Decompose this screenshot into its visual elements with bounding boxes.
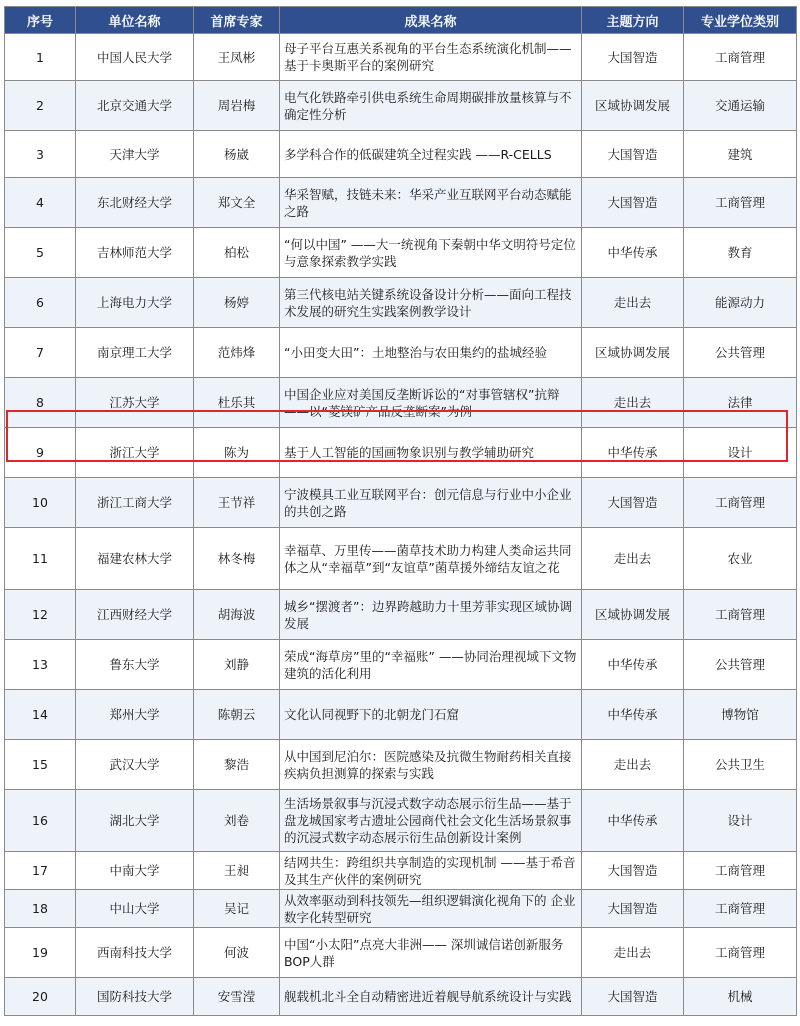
cell-theme: 区域协调发展 xyxy=(582,328,684,378)
cell-title: 母子平台互惠关系视角的平台生态系统演化机制——基于卡奥斯平台的案例研究 xyxy=(280,34,582,81)
cell-no: 14 xyxy=(5,690,76,740)
cell-title: 基于人工智能的国画物象识别与教学辅助研究 xyxy=(280,428,582,478)
cell-expert: 胡海波 xyxy=(194,590,280,640)
cell-expert: 安雪滢 xyxy=(194,978,280,1016)
cell-expert: 周岩梅 xyxy=(194,81,280,131)
cell-expert: 王凤彬 xyxy=(194,34,280,81)
header-category: 专业学位类别 xyxy=(684,7,797,34)
cell-theme: 大国智造 xyxy=(582,852,684,890)
cell-title: 城乡“摆渡者”：边界跨越助力十里芳菲实现区域协调发展 xyxy=(280,590,582,640)
cell-no: 7 xyxy=(5,328,76,378)
cell-theme: 大国智造 xyxy=(582,34,684,81)
cell-theme: 中华传承 xyxy=(582,690,684,740)
cell-no: 9 xyxy=(5,428,76,478)
header-expert: 首席专家 xyxy=(194,7,280,34)
cell-expert: 黎浩 xyxy=(194,740,280,790)
cell-no: 19 xyxy=(5,928,76,978)
cell-theme: 区域协调发展 xyxy=(582,81,684,131)
cell-no: 3 xyxy=(5,131,76,178)
cell-title: 中国“小太阳”点亮大非洲—— 深圳诚信诺创新服务BOP人群 xyxy=(280,928,582,978)
cell-theme: 中华传承 xyxy=(582,428,684,478)
cell-expert: 何波 xyxy=(194,928,280,978)
cell-category: 工商管理 xyxy=(684,34,797,81)
cell-title: 华采智赋，技链未来：华采产业互联网平台动态赋能之路 xyxy=(280,178,582,228)
cell-unit: 吉林师范大学 xyxy=(76,228,194,278)
cell-title: 中国企业应对美国反垄断诉讼的“对事管辖权”抗辩——以“菱镁矿产品反垄断案”为例 xyxy=(280,378,582,428)
cell-expert: 柏松 xyxy=(194,228,280,278)
cell-unit: 天津大学 xyxy=(76,131,194,178)
cell-title: 从效率驱动到科技领先—组织逻辑演化视角下的 企业数字化转型研究 xyxy=(280,890,582,928)
cell-category: 公共管理 xyxy=(684,640,797,690)
cell-category: 能源动力 xyxy=(684,278,797,328)
cell-category: 博物馆 xyxy=(684,690,797,740)
cell-unit: 上海电力大学 xyxy=(76,278,194,328)
cell-expert: 杜乐其 xyxy=(194,378,280,428)
cell-unit: 福建农林大学 xyxy=(76,528,194,590)
cell-unit: 鲁东大学 xyxy=(76,640,194,690)
cell-expert: 范炜烽 xyxy=(194,328,280,378)
cell-unit: 浙江工商大学 xyxy=(76,478,194,528)
cell-theme: 走出去 xyxy=(582,740,684,790)
cell-no: 11 xyxy=(5,528,76,590)
cell-no: 13 xyxy=(5,640,76,690)
cell-unit: 国防科技大学 xyxy=(76,978,194,1016)
cell-no: 10 xyxy=(5,478,76,528)
cell-unit: 郑州大学 xyxy=(76,690,194,740)
cell-unit: 中山大学 xyxy=(76,890,194,928)
table-row xyxy=(5,640,797,690)
table-row xyxy=(5,131,797,178)
cell-no: 15 xyxy=(5,740,76,790)
cell-title: 结网共生：跨组织共享制造的实现机制 ——基于希音及其生产伙伴的案例研究 xyxy=(280,852,582,890)
results-table xyxy=(4,6,797,1016)
table-row xyxy=(5,978,797,1016)
cell-no: 8 xyxy=(5,378,76,428)
cell-title: 多学科合作的低碳建筑全过程实践 ——R-CELLS xyxy=(280,131,582,178)
cell-expert: 刘卷 xyxy=(194,790,280,852)
cell-theme: 大国智造 xyxy=(582,978,684,1016)
cell-no: 2 xyxy=(5,81,76,131)
cell-unit: 北京交通大学 xyxy=(76,81,194,131)
cell-no: 6 xyxy=(5,278,76,328)
cell-expert: 刘静 xyxy=(194,640,280,690)
table-row xyxy=(5,528,797,590)
cell-no: 17 xyxy=(5,852,76,890)
cell-expert: 陈为 xyxy=(194,428,280,478)
cell-title: “小田变大田”：土地整治与农田集约的盐城经验 xyxy=(280,328,582,378)
table-row xyxy=(5,378,797,428)
cell-category: 工商管理 xyxy=(684,178,797,228)
cell-theme: 大国智造 xyxy=(582,478,684,528)
cell-no: 12 xyxy=(5,590,76,640)
cell-category: 工商管理 xyxy=(684,890,797,928)
cell-theme: 区域协调发展 xyxy=(582,590,684,640)
cell-category: 农业 xyxy=(684,528,797,590)
table-row xyxy=(5,34,797,81)
header-title: 成果名称 xyxy=(280,7,582,34)
cell-no: 16 xyxy=(5,790,76,852)
table-row xyxy=(5,740,797,790)
header-row xyxy=(5,7,797,34)
cell-title: 荣成“海草房”里的“幸福账” ——协同治理视域下文物建筑的活化利用 xyxy=(280,640,582,690)
table-row xyxy=(5,852,797,890)
cell-no: 1 xyxy=(5,34,76,81)
cell-unit: 中国人民大学 xyxy=(76,34,194,81)
cell-title: 舰载机北斗全自动精密进近着舰导航系统设计与实践 xyxy=(280,978,582,1016)
cell-expert: 郑文全 xyxy=(194,178,280,228)
cell-category: 交通运输 xyxy=(684,81,797,131)
table-row xyxy=(5,228,797,278)
cell-title: 生活场景叙事与沉浸式数字动态展示衍生品——基于盘龙城国家考古遗址公园商代社会文化生活场景叙事的沉浸式数字动态展示衍生品创新设计案例 xyxy=(280,790,582,852)
cell-unit: 南京理工大学 xyxy=(76,328,194,378)
cell-unit: 湖北大学 xyxy=(76,790,194,852)
cell-unit: 西南科技大学 xyxy=(76,928,194,978)
table-row xyxy=(5,478,797,528)
cell-theme: 走出去 xyxy=(582,378,684,428)
cell-unit: 中南大学 xyxy=(76,852,194,890)
cell-title: “何以中国” ——大一统视角下秦朝中华文明符号定位与意象探索教学实践 xyxy=(280,228,582,278)
header-unit: 单位名称 xyxy=(76,7,194,34)
cell-theme: 大国智造 xyxy=(582,890,684,928)
cell-category: 工商管理 xyxy=(684,590,797,640)
cell-expert: 林冬梅 xyxy=(194,528,280,590)
cell-theme: 中华传承 xyxy=(582,640,684,690)
cell-category: 工商管理 xyxy=(684,478,797,528)
cell-title: 幸福草、万里传——菌草技术助力构建人类命运共同体之从“幸福草”到“友谊草”菌草援外缔结友谊之花 xyxy=(280,528,582,590)
cell-expert: 杨崴 xyxy=(194,131,280,178)
cell-unit: 浙江大学 xyxy=(76,428,194,478)
cell-category: 公共管理 xyxy=(684,328,797,378)
cell-expert: 王节祥 xyxy=(194,478,280,528)
cell-expert: 王昶 xyxy=(194,852,280,890)
cell-title: 文化认同视野下的北朝龙门石窟 xyxy=(280,690,582,740)
header-theme: 主题方向 xyxy=(582,7,684,34)
cell-theme: 中华传承 xyxy=(582,228,684,278)
cell-expert: 杨婷 xyxy=(194,278,280,328)
cell-no: 18 xyxy=(5,890,76,928)
table-row xyxy=(5,428,797,478)
table-row xyxy=(5,790,797,852)
table-row xyxy=(5,890,797,928)
table-row xyxy=(5,81,797,131)
cell-theme: 走出去 xyxy=(582,278,684,328)
cell-category: 工商管理 xyxy=(684,928,797,978)
cell-category: 设计 xyxy=(684,428,797,478)
table-row xyxy=(5,690,797,740)
cell-category: 公共卫生 xyxy=(684,740,797,790)
cell-title: 电气化铁路牵引供电系统生命周期碳排放量核算与不确定性分析 xyxy=(280,81,582,131)
cell-category: 教育 xyxy=(684,228,797,278)
cell-no: 5 xyxy=(5,228,76,278)
cell-title: 第三代核电站关键系统设备设计分析——面向工程技术发展的研究生实践案例教学设计 xyxy=(280,278,582,328)
cell-unit: 东北财经大学 xyxy=(76,178,194,228)
cell-theme: 走出去 xyxy=(582,928,684,978)
cell-no: 4 xyxy=(5,178,76,228)
cell-theme: 大国智造 xyxy=(582,178,684,228)
table-row xyxy=(5,178,797,228)
header-no: 序号 xyxy=(5,7,76,34)
table-row xyxy=(5,328,797,378)
cell-category: 机械 xyxy=(684,978,797,1016)
cell-category: 工商管理 xyxy=(684,852,797,890)
cell-no: 20 xyxy=(5,978,76,1016)
cell-title: 宁波模具工业互联网平台：创元信息与行业中小企业的共创之路 xyxy=(280,478,582,528)
cell-theme: 走出去 xyxy=(582,528,684,590)
cell-theme: 大国智造 xyxy=(582,131,684,178)
table-row xyxy=(5,278,797,328)
cell-category: 法律 xyxy=(684,378,797,428)
cell-title: 从中国到尼泊尔：医院感染及抗微生物耐药相关直接疾病负担测算的探索与实践 xyxy=(280,740,582,790)
cell-theme: 中华传承 xyxy=(582,790,684,852)
cell-category: 设计 xyxy=(684,790,797,852)
table-row xyxy=(5,928,797,978)
table-row xyxy=(5,590,797,640)
cell-unit: 江西财经大学 xyxy=(76,590,194,640)
cell-expert: 吴记 xyxy=(194,890,280,928)
cell-unit: 江苏大学 xyxy=(76,378,194,428)
table-body xyxy=(5,34,797,1016)
cell-category: 建筑 xyxy=(684,131,797,178)
cell-expert: 陈朝云 xyxy=(194,690,280,740)
cell-unit: 武汉大学 xyxy=(76,740,194,790)
